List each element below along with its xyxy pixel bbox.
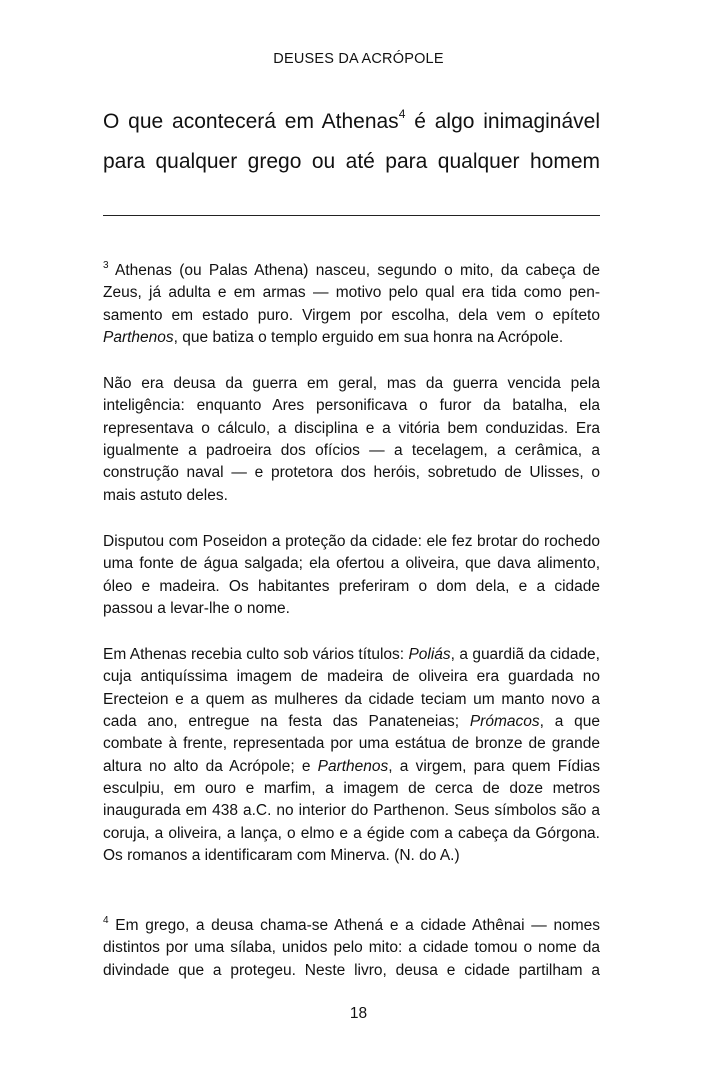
- page-number: 18: [349, 1005, 368, 1022]
- footnote-3-marker: 3: [103, 259, 109, 271]
- footnote-3-title-promacos: Prómacos: [469, 713, 540, 731]
- footnote-3-epithet: Parthenos: [103, 328, 174, 346]
- footnote-3-text: , a guardiã da cidade, cuja antiquíssima imagem de madeira de oliveira era guardada no Erecteion e a quem as mulheres da cidade teciam um manto novo a cada ano, entregue na festa das Panateneias;: [103, 646, 600, 731]
- footnote-4-marker: 4: [103, 914, 109, 926]
- footnote-3-title-parthenos: Parthenos: [317, 757, 389, 775]
- footnote-3-title-polias: Poliás: [408, 646, 451, 664]
- main-text-after-ref: é algo inimaginável para qualquer grego ou até para qualquer homem: [103, 110, 600, 173]
- footnotes: [103, 260, 600, 1006]
- footnote-3-paragraph-2: Não era deusa da guerra em geral, mas da guerra vencida pela inteligência: enquanto Ares personificava o furor da batalha, ela representava o cálculo, a disciplina e a vitória bem conduzidas. Era igualmente a padroeira dos ofícios — a tecelagem, a cerâmica, a construção naval — e protetora dos heróis, sobretudo de Ulisses, o mais astuto deles.: [103, 375, 600, 504]
- footnote-3-text: , a virgem, para quem Fídias esculpiu, em ouro e marfim, a imagem de cerca de doze metros inaugurada em 438 a.C. no interior do Parthenon. Seus símbolos são a coruja, a oliveira, a lança, o elmo e a égide com a cabeça da Górgona. Os romanos a identificaram com Minerva. (N. do A.): [103, 757, 600, 864]
- footnote-3-text: Em Athenas recebia culto sob vários títulos:: [103, 646, 409, 664]
- footnote-3-paragraph-3: Disputou com Poseidon a proteção da cidade: ele fez brotar do rochedo uma fonte de água salgada; ela ofertou a oliveira, que dava alimento, óleo e madeira. Os habitantes preferiram o dom dela, e a cidade passou a levar-lhe o nome.: [103, 532, 600, 617]
- main-text-before-ref: O que acontecerá em Athenas: [103, 110, 399, 133]
- footnote-4: [103, 915, 600, 982]
- footnote-3-text: , que batiza o templo erguido em sua honra na Acrópole.: [173, 328, 564, 346]
- main-text: [103, 102, 600, 182]
- footnote-3-text: Athenas (ou Palas Athena) nasceu, segundo o mito, da cabeça de Zeus, já adulta e em armas — motivo pelo qual era tida como pensamento em estado puro. Virgem por escolha, dela vem o epíteto: [103, 262, 600, 324]
- running-head: DEUSES DA ACRÓPOLE: [273, 51, 444, 67]
- footnote-ref-4[interactable]: 4: [398, 107, 406, 121]
- note-gap: [103, 891, 600, 915]
- footnote-separator: [103, 215, 600, 216]
- footnote-3-text: , a que combate à frente, representada por uma estátua de bronze de grande altura no alto da Acrópole; e: [103, 713, 600, 775]
- footnote-3-paragraph-4: [103, 644, 600, 867]
- footnote-4-text: Em grego, a deusa chama-se Athená e a cidade Athênai — nomes distintos por uma sílaba, unidos pelo mito: a cidade tomou o nome da divindade que a protegeu. Neste livro, deusa e cidade partilham a: [103, 917, 600, 979]
- footnote-3-paragraph-1: [103, 260, 600, 349]
